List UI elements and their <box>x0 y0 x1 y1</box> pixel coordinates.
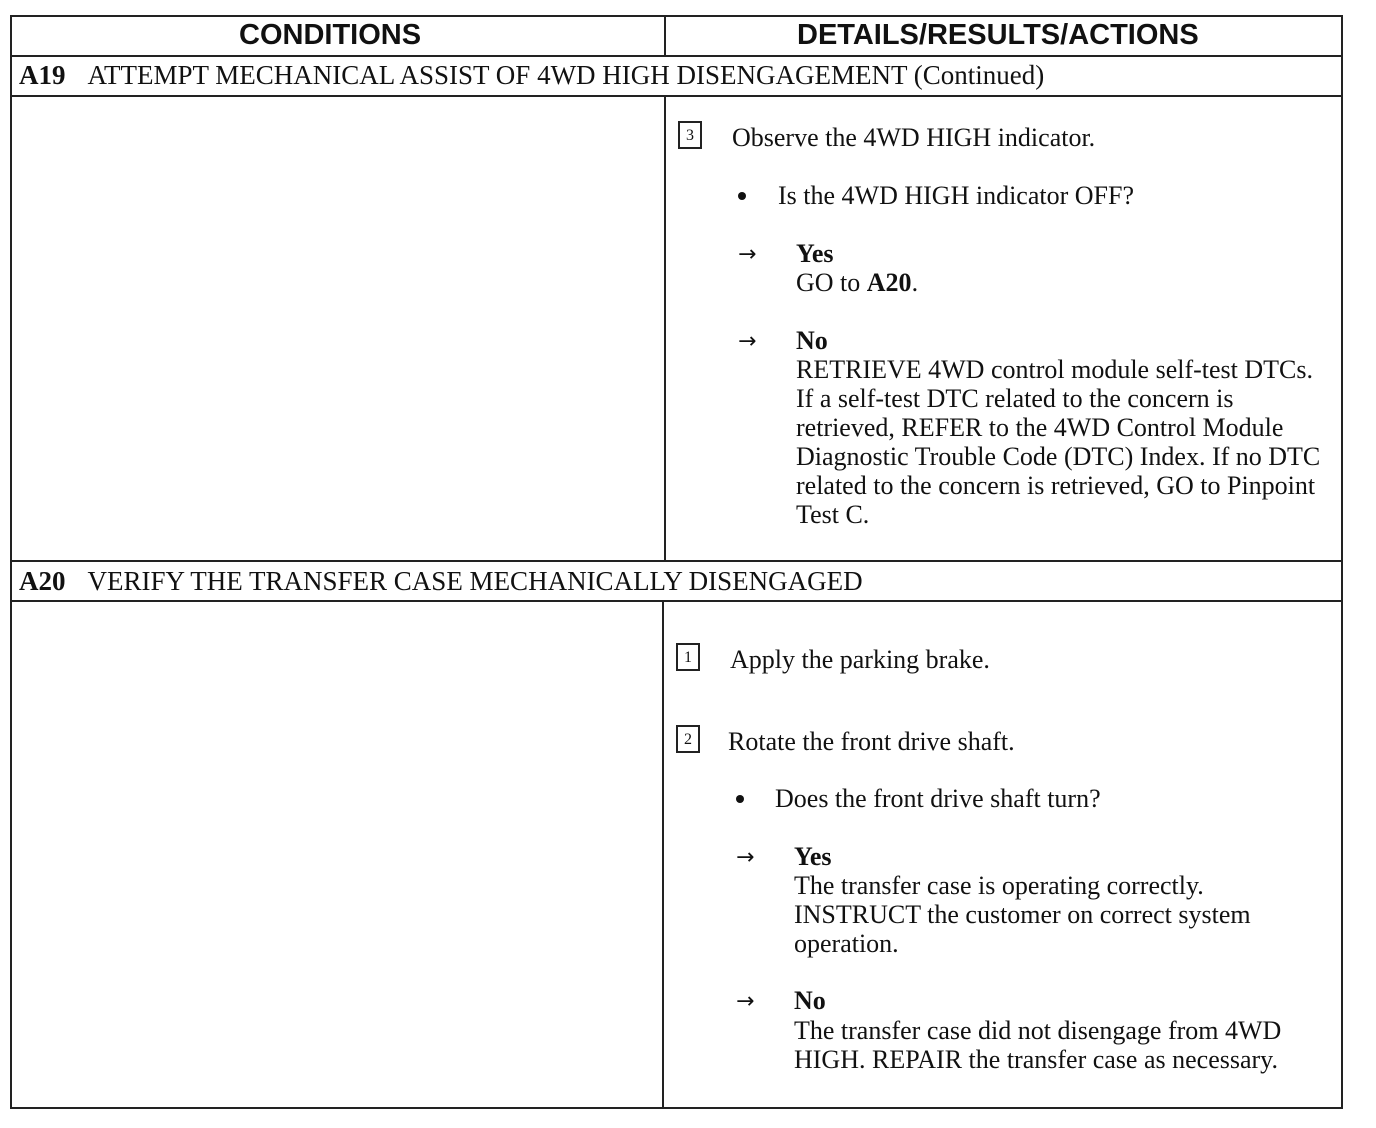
outcome-yes-action: The transfer case is operating correctly. INSTRUCT the customer on correct system operation. <box>794 871 1251 958</box>
section-title-text: ATTEMPT MECHANICAL ASSIST OF 4WD HIGH DISENGAGEMENT (Continued) <box>87 60 1045 90</box>
outcome-no-label: No <box>794 986 826 1015</box>
right-arrow-icon: → <box>738 242 757 267</box>
step-text: Observe the 4WD HIGH indicator. <box>732 123 1096 152</box>
question-text: Is the 4WD HIGH indicator OFF? <box>778 181 1134 210</box>
section-title-text: VERIFY THE TRANSFER CASE MECHANICALLY DISENGAGED <box>87 566 863 596</box>
section-title-a20 <box>19 566 863 597</box>
step-text: Rotate the front drive shaft. <box>728 727 1015 756</box>
step-number-box: 3 <box>678 121 702 149</box>
a19-title-divider <box>10 95 1343 97</box>
header-divider <box>10 55 1343 57</box>
question-text: Does the front drive shaft turn? <box>775 784 1101 813</box>
section-id: A20 <box>19 566 66 596</box>
bullet-icon <box>738 192 746 200</box>
goto-step-link: A20 <box>866 268 912 297</box>
outcome-yes-action: GO to A20. <box>796 268 919 297</box>
section-title-a19 <box>19 60 1044 91</box>
step-number-box: 2 <box>676 725 700 753</box>
outcome-no-action: RETRIEVE 4WD control module self-test DTCs. If a self-test DTC related to the concern is retrieved, REFER to the 4WD Control Module Diagnostic Trouble Code (DTC) Index. If no DTC related to the concern is retrieved, GO to Pinpoint Test C. <box>796 355 1321 529</box>
outcome-yes-label: Yes <box>794 842 832 871</box>
step-number-box: 1 <box>676 643 700 671</box>
right-arrow-icon: → <box>738 329 757 354</box>
a20-title-divider <box>10 600 1343 602</box>
column-divider-a19 <box>664 95 666 561</box>
outcome-no-action: The transfer case did not disengage from 4WD HIGH. REPAIR the transfer case as necessary. <box>794 1016 1282 1074</box>
header-conditions: CONDITIONS <box>239 19 422 51</box>
bullet-icon <box>736 795 744 803</box>
right-arrow-icon: → <box>736 989 755 1014</box>
outcome-yes-label: Yes <box>796 239 834 268</box>
outcome-no-label: No <box>796 326 828 355</box>
column-divider-top <box>664 15 666 56</box>
header-details-results-actions: DETAILS/RESULTS/ACTIONS <box>797 19 1199 51</box>
column-divider-a20 <box>662 600 664 1109</box>
step-text: Apply the parking brake. <box>730 645 990 674</box>
right-arrow-icon: → <box>736 845 755 870</box>
a20-top-divider <box>10 560 1343 562</box>
section-id: A19 <box>19 60 66 90</box>
